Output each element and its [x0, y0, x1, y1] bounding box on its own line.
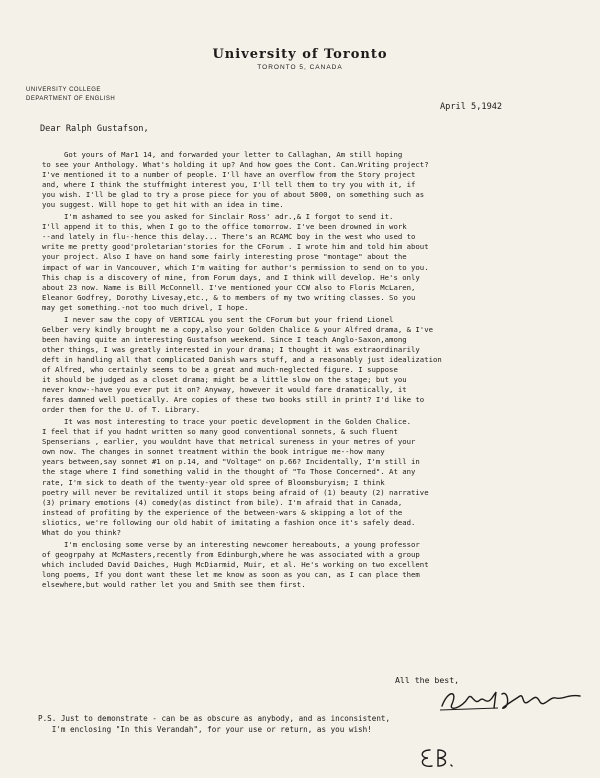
- letterhead-city: TORONTO 5, CANADA: [257, 64, 343, 71]
- letter-body: [42, 150, 590, 592]
- body-paragraph-1: Got yours of Mar1 14, and forwarded your letter to Callaghan, Am still hoping to see your Anthology. What's holding it up? And how goes the Cont. Can.Writing project? I've mentioned it to a number of people. I'll have an overflow from the Story project and, where I think the stuffmight interest you, I'll tell them to try you with it, if you wish. I'll be glad to try a prose piece for you of about 5000, on something such as you suggest. Will hope to get hit with an idea in time.: [42, 150, 429, 210]
- body-paragraph-4: It was most interesting to trace your poetic development in the Golden Chalice. I feel that if you hadnt written so many good conventional sonnets, & such fluent Spenserians , earlier, you wouldnt have that metrical sureness in your metres of your own now. The changes in sonnet treatment within the book intrigue me--how many years between,say sonnet #1 on p.14, and "Voltage" on p.66? Incidentally, I'm still in the stage where I find something valid in the thought of "To Those Concerned". At any rate, I'm sick to death of the twenty-year old spree of Bloomsburyism; I think poetry will never be revitalized until it stops being afraid of (1) beauty (2) narrative (3) primary emotions (4) comedy(as distinct from bile). I'm afraid that in Canada, instead of profiting by the experience of the between-wars & skipping a lot of the sliotics, we're following our old habit of imitating a fashion once it's safely dead. What do you think?: [42, 416, 429, 537]
- letterhead-department: DEPARTMENT OF ENGLISH: [26, 96, 116, 102]
- closing: All the best,: [395, 675, 460, 685]
- handwritten-signature: [438, 686, 588, 714]
- postscript: P.S. Just to demonstrate - can be as obscure as anybody, and as inconsistent, I'm enclosing "In this Verandah", for your use or return, as you wish!: [38, 714, 391, 734]
- body-paragraph-2: I'm ashamed to see you asked for Sinclair Ross' adr.,& I forgot to send it. I'll append it to this, when I go to the office tomorrow. I've been drowned in work --and lately in flu--hence this delay... There's an RCAMC boy in the west who used to write me pretty good'proletarian'stories for the CForum . I wrote him and told him about your project. Also I have on hand some fairly interesting prose "montage" about the impact of war in Vancouver, which I'm waiting for author's permission to send on to you. This chap is a discovery of mine, from Forum days, and I think will develop. He's only about 23 now. Name is Bill McConnell. I've mentioned your CCW also to Floris McLaren, Eleanor Godfrey, Dorothy Livesay,etc., & to members of my two writing classes. So you may get something.-not too much drivel, I hope.: [42, 212, 429, 312]
- handwritten-initials: [418, 746, 458, 770]
- letterhead-institution: University of Toronto: [212, 47, 388, 62]
- salutation: Dear Ralph Gustafson,: [40, 124, 149, 134]
- letter-date: April 5,1942: [440, 102, 503, 112]
- letterhead-college: UNIVERSITY COLLEGE: [26, 87, 101, 93]
- body-paragraph-5: I'm enclosing some verse by an interesting newcomer hereabouts, a young professor of geogrpahy at McMasters,recently from Edinburgh,where he was associated with a group which included David Daiches, Hugh McDiarmid, Muir, et al. He's working on two excellent long poems, If you dont want these let me know as soon as you can, as I can place them elsewhere,but would rather let you and Smith see them first.: [42, 539, 429, 589]
- body-paragraph-3: I never saw the copy of VERTICAL you sent the CForum but your friend Lionel Gelber very kindly brought me a copy,also your Golden Chalice & your Alfred drama, & I've been having quite an interesting Gustafson weekend. Since I teach Anglo-Saxon,among other things, I was greatly interested in your drama; I thought it was extraordinarily deft in handling all that complicated Danish wars stuff, and a reasonably just idealization of Alfred, who certainly seems to be a great and much-neglected figure. I suppose it should be judged as a closet drama; might be a little slow on the stage; but you never know--have you ever put it on? Anyway, however it would fare dramatically, it fares damned well poetically. Are copies of these two books still in print? I'd like to order them for the U. of T. Library.: [42, 314, 442, 415]
- letterhead-department-block: [26, 86, 115, 104]
